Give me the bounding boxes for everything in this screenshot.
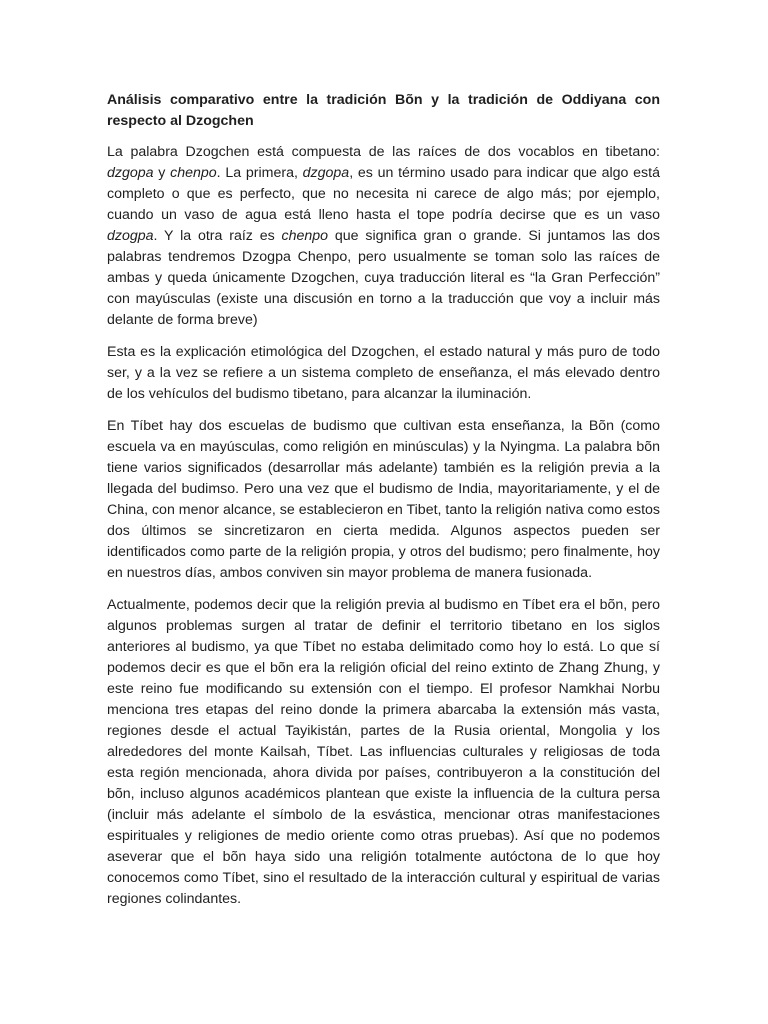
term-dzgopa: dzgopa — [302, 165, 350, 181]
term-dzgopa: dzgopa — [107, 165, 154, 181]
paragraph-etymology — [107, 142, 660, 331]
term-chenpo: chenpo — [281, 228, 329, 244]
paragraph-text: . Y la otra raíz es — [153, 228, 282, 244]
document-page — [107, 90, 660, 921]
paragraph-text: y — [153, 165, 171, 181]
paragraph-explanation: Esta es la explicación etimológica del Dzogchen, el estado natural y más puro de todo ser, y a la vez se refiere a un sistema completo de enseñanza, el más elevado dentro de los vehículos del budismo tibetano, para alcanzar la iluminación. — [107, 344, 660, 402]
paragraph-schools: En Tíbet hay dos escuelas de budismo que cultivan esta enseñanza, la Bõn (como escuela va en mayúsculas, como religión en minúsculas) y la Nyingma. La palabra bõn tiene varios significados (desarrollar más adelante) también es la religión previa a la llegada del budimso. Pero una vez que el budismo de India, mayoritariamente, y el de China, con menor alcance, se establecieron en Tibet, tanto la religión nativa como estos dos últimos se sincretizaron en cierta medida. Algunos aspectos pueden ser identificados como parte de la religión propia, y otros del budismo; pero finalmente, hoy en nuestros días, ambos conviven sin mayor problema de manera fusionada. — [107, 418, 660, 581]
paragraph-text: La palabra Dzogchen está compuesta de las raíces de dos vocablos en tibetano: — [107, 144, 660, 160]
paragraph-history: Actualmente, podemos decir que la religión previa al budismo en Tíbet era el bõn, pero algunos problemas surgen al tratar de definir el territorio tibetano en los siglos anteriores al budismo, ya que Tíbet no estaba delimitado como hoy lo está. Lo que sí podemos decir es que el bõn era la religión oficial del reino extinto de Zhang Zhung, y este reino fue modificando su extensión con el tiempo. El profesor Namkhai Norbu menciona tres etapas del reino donde la primera abarcaba la extensión más vasta, regiones desde el actual Tayikistán, partes de la Rusia oriental, Mongolia y los alrededores del monte Kailsah, Tíbet. Las influencias culturales y religiosas de toda esta región mencionada, ahora divida por países, contribuyeron a la constitución del bõn, incluso algunos académicos plantean que existe la influencia de la cultura persa (incluir más adelante el símbolo de la esvástica, mencionar otras manifestaciones espirituales y religiones de medio oriente como otras pruebas). Así que no podemos aseverar que el bõn haya sido una religión totalmente autóctona de lo que hoy conocemos como Tíbet, sino el resultado de la interacción cultural y espiritual de varias regiones colindantes. — [107, 597, 660, 907]
term-chenpo: chenpo — [170, 165, 217, 181]
document-title: Análisis comparativo entre la tradición Bõn y la tradición de Oddiyana con respecto al Dzogchen — [107, 92, 660, 129]
paragraph-text: , es un término usado para indicar que algo está completo o que es perfecto, que no necesita ni carece de algo más; por ejemplo, cuando un vaso de agua está lleno hasta el tope podría decirse que es un vaso — [107, 165, 660, 223]
term-dzogpa: dzogpa — [107, 228, 154, 244]
paragraph-text: . La primera, — [216, 165, 303, 181]
paragraph-text: que significa gran o grande. Si juntamos las dos palabras tendremos Dzogpa Chenpo, pero usualmente se toman solo las raíces de ambas y queda únicamente Dzogchen, cuya traducción literal es “la Gran Perfección” con mayúsculas (existe una discusión en torno a la traducción que voy a incluir más delante de forma breve) — [107, 228, 660, 328]
